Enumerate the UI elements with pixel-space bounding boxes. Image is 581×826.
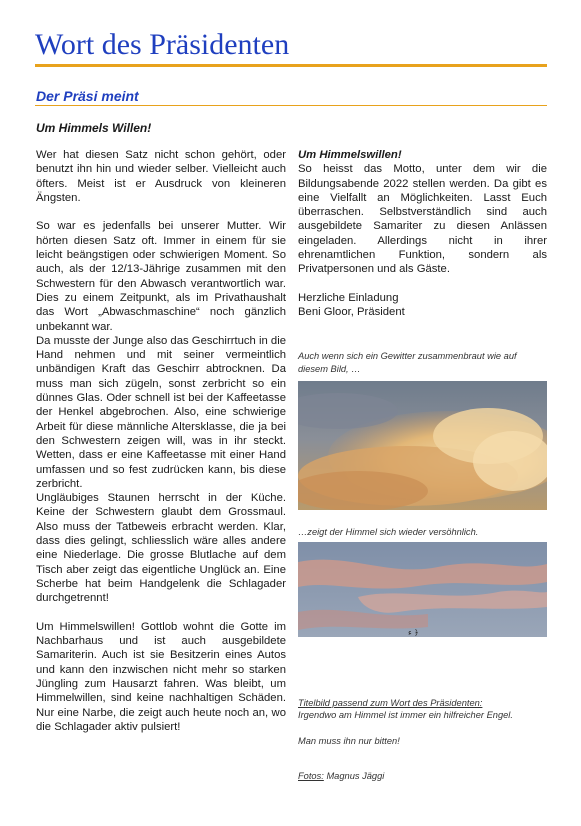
signature: Beni Gloor, Präsident [298, 306, 405, 319]
photo-caption-2: …zeigt der Himmel sich wieder versöhnlich. [298, 527, 479, 537]
photo-credit-name: Magnus Jäggi [326, 771, 385, 781]
paragraph: Da musste der Junge also das Geschirrtuch in die Hand nehmen und mit seiner vermeintlich unbändigen Kraft das Geschirr abtrocknen. Da muss man sich zügeln, sonst zerbricht so ein dünnes Glas. Oder schnell ist bei der Kaffeetasse der Henkel abgebrochen. Also, eine schwierige Arbeit für diese männliche Altersklasse, die ja bei den Schwestern zeigen will, was in ihr steckt. Wetten, dass er eine Kaffeetasse mit einer Hand umfassen und so fest zudrücken kann, bis diese zerbricht. [36, 334, 286, 490]
page-title: Wort des Präsidenten [35, 28, 290, 61]
paragraph: Ungläubiges Staunen herrscht in der Küche. Keine der Schwestern glaubt dem Grossmaul. Also muss der Tatbeweis erbracht werden. Klar, dass dies gelingt, schliesslich wäre alles andere eine Niederlage. Die grosse Blutlache auf dem Tisch aber zeigt das eigentliche Unglück an. Eine Scherbe hat beim Handgelenk die Schlagader durchgetrennt! [36, 492, 286, 605]
photo-caption-1: Auch wenn sich ein Gewitter zusammenbraut wie auf diesem Bild, … [298, 351, 517, 374]
right-column [298, 148, 547, 320]
paragraph: Um Himmelswillen! Gottlob wohnt die Gotte im Nachbarhaus und ist auch ausgebildete Samariterin. Auch ist sie Besitzerin eines Autos und kann den inzwischen nicht mehr so starken Jüngling zum Hausarzt fahren. Was bleibt, um Himmelwillen, sind keine nachhaltigen Schäden. Nur eine Narbe, die zeigt auch heute noch an, wo die Schlagader aktiv pulsiert! [36, 620, 286, 733]
paragraph: Wer hat diesen Satz nicht schon gehört, oder benutzt ihn hin und wieder selber. Vielleicht auch öfters. Meist ist er Ausdruck von kleineren Ängsten. [36, 149, 286, 204]
title-divider [35, 64, 547, 67]
paragraph: So war es jedenfalls bei unserer Mutter. Wir hörten diesen Satz oft. Immer in einem für sie leicht beängstigen oder schwierigen Moment. So auch, als der 12/13-Jährige zusammen mit den Schwestern für den Abwasch verantwortlich war. Dies zu einem Zeitpunkt, als im Privathaushalt das Wort „Abwaschmaschine“ noch gänzlich unbekannt war. [36, 220, 286, 333]
paragraph-gap [36, 606, 286, 620]
closing-line: Herzliche Einladung [298, 291, 399, 304]
paragraph-gap [36, 205, 286, 219]
cover-photo-title: Titelbild passend zum Wort des Präsidenten: [298, 698, 483, 708]
photo-credit-label: Fotos: [298, 771, 324, 781]
paragraph-gap [298, 277, 547, 291]
motto-heading: Um Himmelswillen! [298, 149, 402, 161]
article-kicker: Um Himmels Willen! [36, 121, 152, 135]
photo-credit [298, 770, 548, 783]
svg-text:ء ﴿: ء ﴿ [408, 628, 419, 637]
left-column [36, 148, 286, 734]
cover-photo-line2: Man muss ihn nur bitten! [298, 736, 400, 746]
evening-sky-photo [298, 542, 547, 637]
cover-photo-line1: Irgendwo am Himmel ist immer ein hilfreicher Engel. [298, 710, 513, 720]
section-subtitle: Der Präsi meint [36, 88, 139, 104]
storm-clouds-photo [298, 381, 547, 510]
paragraph: So heisst das Motto, unter dem wir die Bildungsabende 2022 stellen werden. Da gibt es eine Vielfallt an Möglichkeiten. Lasst Euch überraschen. Selbstverständlich sind auch ausgebildete Samariter zu diesen Anlässen eingeladen. Allerdings nicht in ihrer ehrenamtlichen Funktion, sondern als Privatpersonen und als Gäste. [298, 163, 547, 276]
subtitle-divider [35, 105, 547, 106]
